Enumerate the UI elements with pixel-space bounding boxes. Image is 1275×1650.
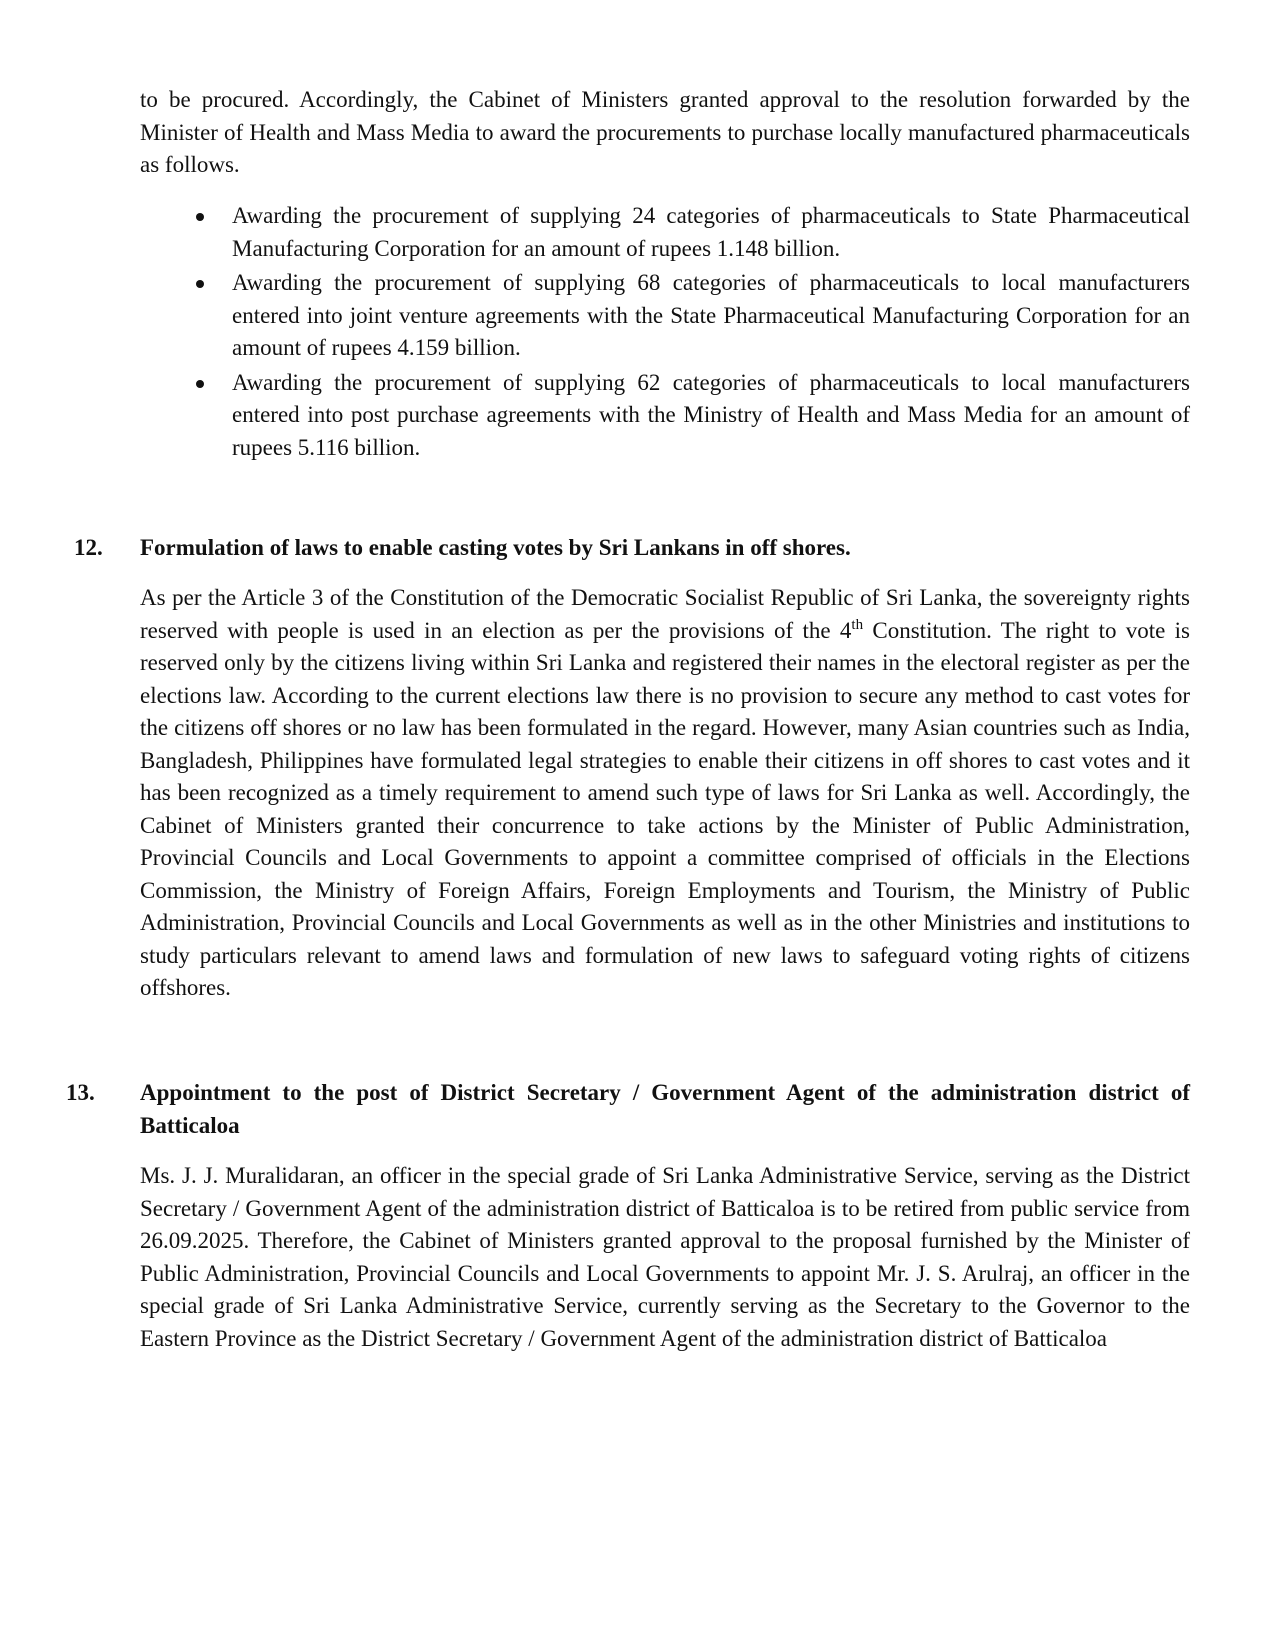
section-13-body: Ms. J. J. Muralidaran, an officer in the special grade of Sri Lanka Administrative Service, serving as the District Secretary / Government Agent of the administration district of Batticaloa is to be retired from public service from 26.09.2025. Therefore, the Cabinet of Ministers granted approval to the proposal furnished by the Minister of Public Administration, Provincial Councils and Local Governments to appoint Mr. J. S. Arulraj, an officer in the special grade of Sri Lanka Administrative Service, currently serving as the Secretary to the Governor to the Eastern Province as the District Secretary / Government Agent of the administration district of Batticaloa bbox=[140, 1163, 1190, 1351]
bullet-icon bbox=[196, 213, 204, 221]
section-number: 13. bbox=[66, 1080, 95, 1105]
bullet-icon bbox=[196, 380, 204, 388]
list-item-text: Awarding the procurement of supplying 68 categories of pharmaceuticals to local manufacturers entered into joint venture agreements with the State Pharmaceutical Manufacturing Corporation for an amount of rupees 4.159 billion. bbox=[232, 270, 1190, 360]
intro-paragraph: to be procured. Accordingly, the Cabinet of Ministers granted approval to the resolution forwarded by the Minister of Health and Mass Media to award the procurements to purchase locally manufactured pharmaceuticals as follows. bbox=[140, 87, 1190, 177]
section-12-body bbox=[140, 582, 1190, 1005]
section-number: 12. bbox=[74, 535, 103, 560]
list-item bbox=[232, 367, 1190, 465]
list-item-text: Awarding the procurement of supplying 62 categories of pharmaceuticals to local manufacturers entered into post purchase agreements with the Ministry of Health and Mass Media for an amount of rupees 5.116 billion. bbox=[232, 369, 1190, 460]
section-title: Formulation of laws to enable casting votes by Sri Lankans in off shores. bbox=[140, 535, 851, 560]
bullet-icon bbox=[196, 280, 204, 288]
list-item bbox=[232, 267, 1190, 365]
procurement-list bbox=[232, 200, 1190, 466]
list-item bbox=[232, 200, 1190, 265]
section-12-body-part2: Constitution. The right to vote is reserved only by the citizens living within Sri Lanka and registered their names in the electoral register as per the elections law. According to the current elections law there is no provision to secure any method to cast votes for the citizens off shores or no law has been formulated in the regard. However, many Asian countries such as India, Bangladesh, Philippines have formulated legal strategies to enable their citizens in off shores to cast votes and it has been recognized as a timely requirement to amend such type of laws for Sri Lanka as well. Accordingly, the Cabinet of Ministers granted their concurrence to take actions by the Minister of Public Administration, Provincial Councils and Local Governments to appoint a committee comprised of officials in the Elections Commission, the Ministry of Foreign Affairs, Foreign Employments and Tourism, the Ministry of Public Administration, Provincial Councils and Local Governments as well as in the other Ministries and institutions to study particulars relevant to amend laws and formulation of new laws to safeguard voting rights of citizens offshores. bbox=[140, 617, 1190, 1000]
ordinal-superscript: th bbox=[851, 616, 864, 633]
list-item-text: Awarding the procurement of supplying 24 categories of pharmaceuticals to State Pharmaceutical Manufacturing Corporation for an amount of rupees 1.148 billion. bbox=[232, 203, 1190, 261]
section-12-body-part1: As per the Article 3 of the Constitution of the Democratic Socialist Republic of Sri Lanka, the sovereignty rights reserved with people is used in an election as per the provisions of the 4 bbox=[140, 585, 1190, 643]
section-title: Appointment to the post of District Secretary / Government Agent of the administration district of Batticaloa bbox=[140, 1080, 1190, 1138]
